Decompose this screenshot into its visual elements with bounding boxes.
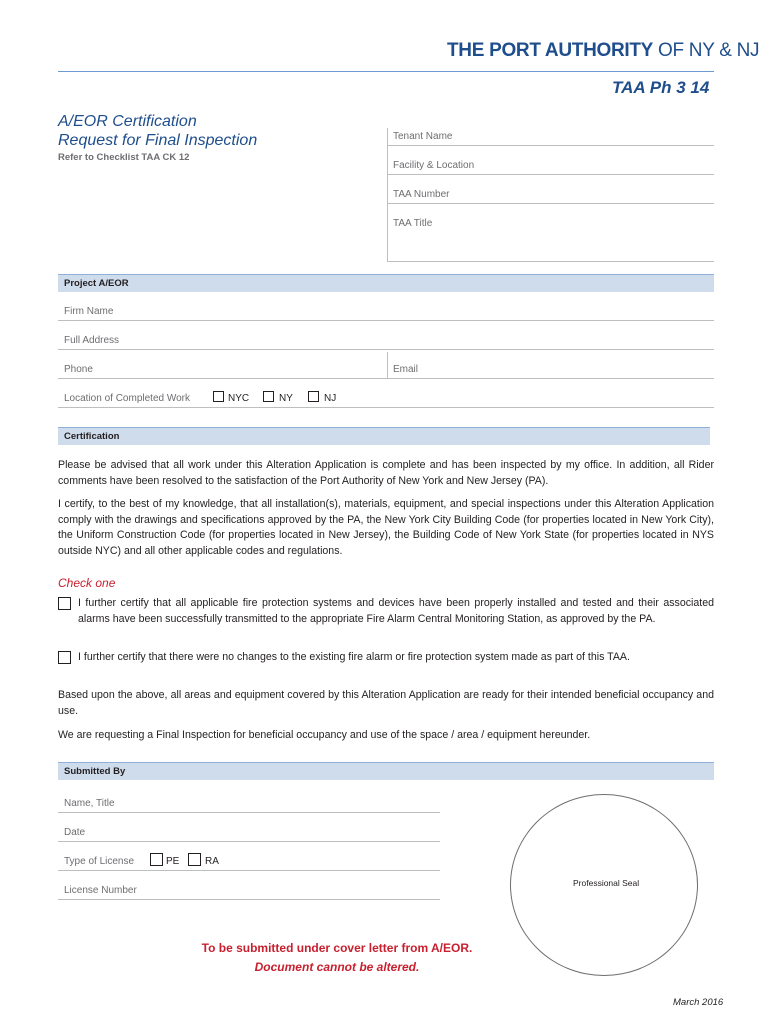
phone-email-divider bbox=[387, 352, 388, 379]
top-fields-divider bbox=[387, 128, 388, 261]
location-row-line bbox=[58, 407, 714, 408]
fire-protection-tested-checkbox[interactable] bbox=[58, 597, 71, 610]
license-number-field[interactable] bbox=[58, 899, 440, 900]
revision-date: March 2016 bbox=[673, 997, 724, 1008]
license-type-line bbox=[58, 870, 440, 871]
professional-seal-label: Professional Seal bbox=[573, 878, 640, 888]
certification-section-title: Certification bbox=[64, 431, 120, 442]
tenant-name-field[interactable] bbox=[387, 145, 714, 146]
taa-number-field[interactable] bbox=[387, 203, 714, 204]
nj-label: NJ bbox=[324, 393, 337, 404]
header-divider bbox=[58, 71, 714, 72]
certification-paragraph-2: I certify, to the best of my knowledge, that all installation(s), materials, equipment, and special inspections under this Alteration Application comply with the drawings and specifications approved by the PA, the New York City Building Code (for properties located in New York City), the Uniform Construction Code (for properties located in New Jersey), the Building Code of New York State (for properties located in NYS outside NYC) and all other applicable codes and regulations. bbox=[58, 498, 714, 557]
fire-protection-tested-text: I further certify that all applicable fire protection systems and devices have been properly installed and tested and their associated alarms have been successfully transmitted to the appropriate Fire Alarm Central Monitoring Station, as approved by the PA. bbox=[78, 597, 714, 625]
pe-label: PE bbox=[166, 856, 180, 867]
logo-bold-text: THE PORT AUTHORITY bbox=[447, 40, 654, 61]
ny-label: NY bbox=[279, 393, 293, 404]
date-field[interactable] bbox=[58, 841, 440, 842]
project-section-title: Project A/EOR bbox=[64, 278, 129, 289]
nj-checkbox[interactable] bbox=[308, 391, 319, 402]
full-address-label: Full Address bbox=[64, 335, 120, 346]
no-fire-alarm-changes-text: I further certify that there were no changes to the existing fire alarm or fire protection system made as part of this TAA. bbox=[78, 651, 630, 663]
submission-notice: To be submitted under cover letter from A/EOR. bbox=[201, 941, 473, 955]
page-title-line2: Request for Final Inspection bbox=[58, 132, 258, 149]
ny-checkbox[interactable] bbox=[263, 391, 274, 402]
submitted-by-section-header bbox=[58, 762, 714, 780]
taa-title-label: TAA Title bbox=[393, 218, 433, 229]
facility-location-label: Facility & Location bbox=[393, 160, 475, 171]
phone-email-field[interactable] bbox=[58, 378, 714, 379]
logo-light-text: OF NY & NJ bbox=[658, 40, 760, 61]
nyc-checkbox[interactable] bbox=[213, 391, 224, 402]
license-number-label: License Number bbox=[64, 885, 137, 896]
certification-paragraph-4: We are requesting a Final Inspection for beneficial occupancy and use of the space / area / equipment hereunder. bbox=[58, 729, 591, 741]
no-fire-alarm-changes-checkbox[interactable] bbox=[58, 651, 71, 664]
name-title-field[interactable] bbox=[58, 812, 440, 813]
checklist-reference: Refer to Checklist TAA CK 12 bbox=[58, 152, 190, 163]
email-label: Email bbox=[393, 364, 419, 375]
project-section-header bbox=[58, 274, 714, 292]
facility-location-field[interactable] bbox=[387, 174, 714, 175]
tenant-name-label: Tenant Name bbox=[393, 131, 453, 142]
name-title-label: Name, Title bbox=[64, 798, 115, 809]
firm-name-field[interactable] bbox=[58, 320, 714, 321]
taa-number-label: TAA Number bbox=[393, 189, 450, 200]
alteration-warning: Document cannot be altered. bbox=[254, 960, 420, 974]
page-title-line1: A/EOR Certification bbox=[58, 113, 197, 130]
firm-name-label: Firm Name bbox=[64, 306, 114, 317]
full-address-field[interactable] bbox=[58, 349, 714, 350]
location-of-work-label: Location of Completed Work bbox=[64, 393, 190, 404]
pe-checkbox[interactable] bbox=[150, 853, 163, 866]
certification-section-header bbox=[58, 427, 710, 445]
certification-paragraph-1: Please be advised that all work under this Alteration Application is complete and has been inspected by my office. In addition, all Rider comments have been resolved to the satisfaction of the Port Authority of New York and New Jersey (PA). bbox=[58, 459, 714, 487]
submitted-by-section-title: Submitted By bbox=[64, 766, 126, 777]
form-code: TAA Ph 3 14 bbox=[612, 78, 710, 97]
license-type-label: Type of License bbox=[64, 856, 135, 867]
nyc-label: NYC bbox=[228, 393, 250, 404]
check-one-heading: Check one bbox=[58, 576, 116, 590]
taa-title-field[interactable] bbox=[387, 261, 714, 262]
port-authority-logo bbox=[447, 40, 759, 62]
ra-checkbox[interactable] bbox=[188, 853, 201, 866]
phone-label: Phone bbox=[64, 364, 93, 375]
date-label: Date bbox=[64, 827, 86, 838]
ra-label: RA bbox=[205, 856, 219, 867]
certification-paragraph-3: Based upon the above, all areas and equipment covered by this Alteration Application are ready for their intended beneficial occupancy and use. bbox=[58, 689, 714, 717]
